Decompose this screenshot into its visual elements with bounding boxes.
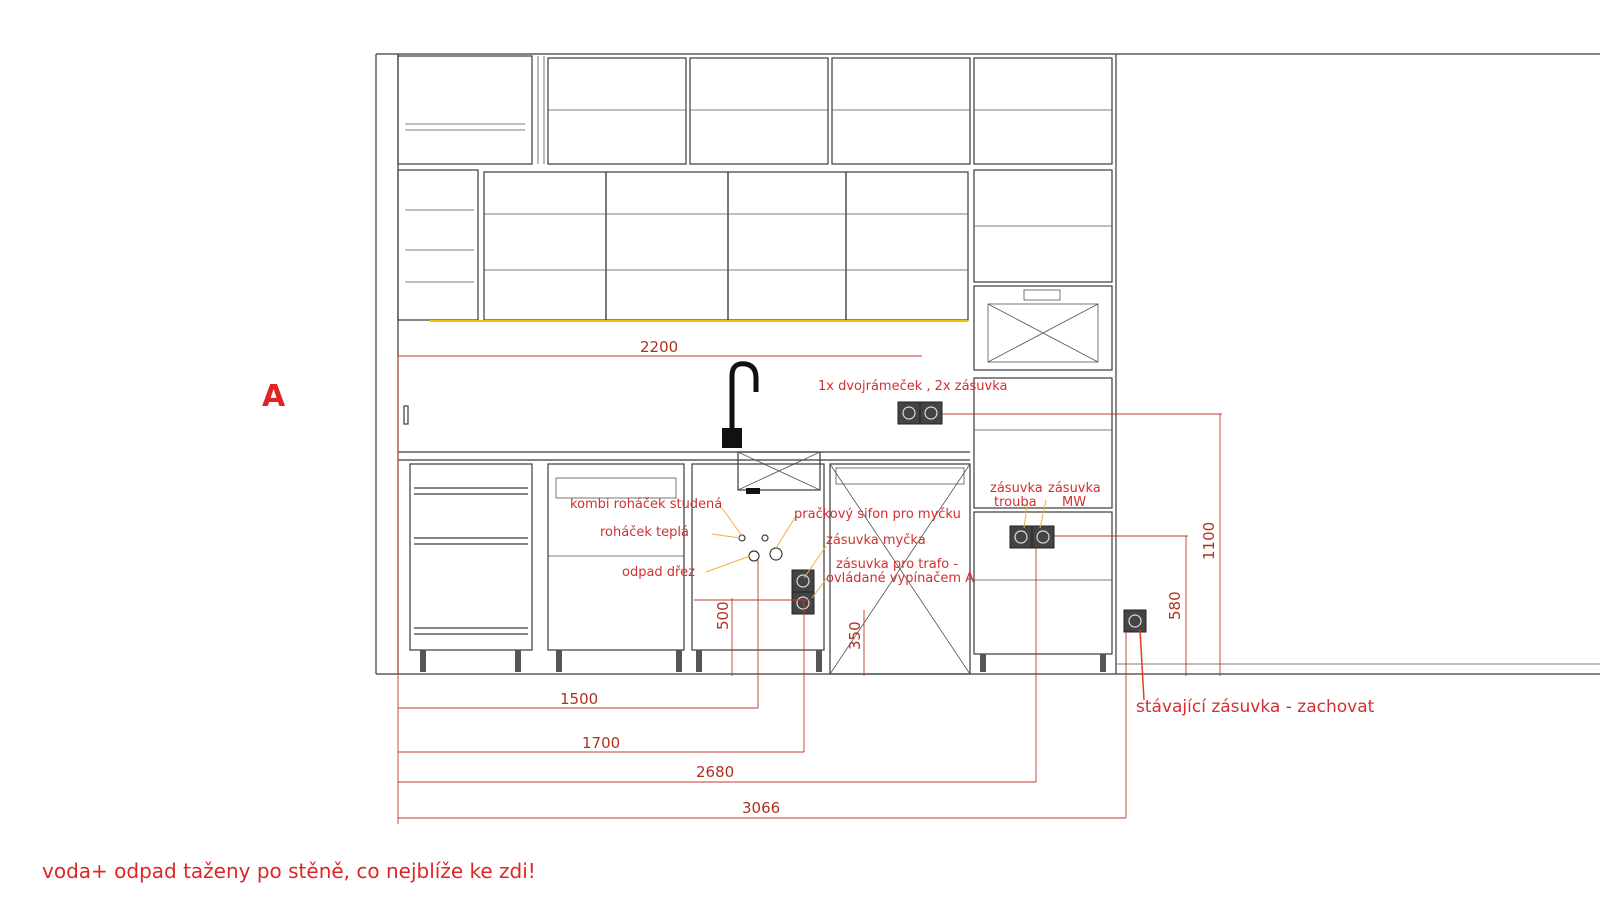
label-trafo-1: zásuvka pro trafo - xyxy=(836,557,959,572)
socket-double-backsplash xyxy=(898,402,942,424)
socket-oven-mw xyxy=(1010,526,1054,548)
label-hot: roháček teplá xyxy=(600,525,689,540)
label-trafo-2: ovládané vypínačem A xyxy=(826,571,975,586)
sink-faucet xyxy=(722,364,820,494)
dim-2680: 2680 xyxy=(696,763,735,781)
dim-580: 580 xyxy=(1166,591,1184,620)
wall-outline xyxy=(376,54,1600,674)
worktop xyxy=(398,406,970,460)
oven-tower xyxy=(974,286,1112,654)
label-mw-socket-2: MW xyxy=(1062,495,1087,510)
label-dishwasher-siphon: pračkový sifon pro myčku xyxy=(794,507,961,522)
label-dishwasher-socket: zásuvka myčka xyxy=(826,533,926,548)
label-kombi-cold: kombi roháček studená xyxy=(570,497,723,512)
dim-1700: 1700 xyxy=(582,734,621,752)
upper-top-cabinets xyxy=(398,56,1112,164)
dim-500: 500 xyxy=(714,601,732,630)
dim-1500: 1500 xyxy=(560,690,599,708)
label-oven-socket-2: trouba xyxy=(994,495,1037,510)
label-existing-socket: stávající zásuvka - zachovat xyxy=(1136,697,1375,717)
label-mw-socket-1: zásuvka xyxy=(1048,481,1101,496)
label-socket-double: 1x dvojrámeček , 2x zásuvka xyxy=(818,379,1008,394)
label-oven-socket-1: zásuvka xyxy=(990,481,1043,496)
label-drain: odpad dřez xyxy=(622,565,695,580)
dim-350: 350 xyxy=(846,621,864,650)
view-letter: A xyxy=(262,379,286,414)
dim-1100: 1100 xyxy=(1200,521,1218,560)
socket-existing xyxy=(1124,610,1146,632)
dim-3066: 3066 xyxy=(742,799,781,817)
upper-cabinets xyxy=(398,170,1112,321)
cabinet-legs xyxy=(420,650,1106,672)
dim-2200: 2200 xyxy=(640,338,679,356)
water-connections xyxy=(739,535,782,561)
note-water: voda+ odpad taženy po stěně, co nejblíže ke zdi! xyxy=(42,859,536,883)
socket-dishwasher-trafo xyxy=(792,570,814,614)
